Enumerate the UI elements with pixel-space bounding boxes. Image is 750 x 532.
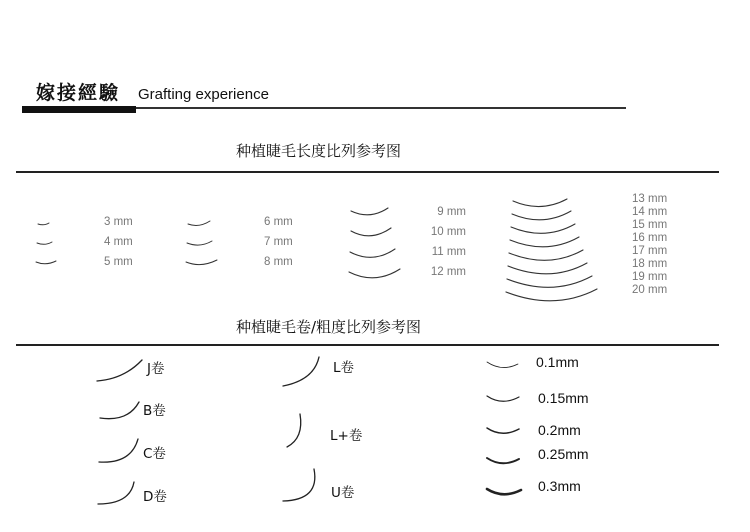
length-label: 16 mm — [632, 232, 668, 244]
thickness-0.15-lash — [487, 396, 519, 401]
thickness-0.2-lash — [487, 428, 519, 433]
length-label: 13 mm — [632, 193, 668, 205]
curl-label-j: J卷 — [147, 361, 165, 377]
curl-b-lash — [100, 402, 139, 419]
length-label: 19 mm — [632, 271, 668, 283]
curl-d-lash — [98, 482, 134, 504]
length-label: 11 mm — [431, 246, 466, 258]
thickness-label: 0.2mm — [538, 422, 581, 438]
length-label: 14 mm — [632, 206, 668, 218]
header-title-cn: 嫁接經驗 — [36, 82, 121, 104]
length-label: 3 mm — [104, 216, 133, 228]
thickness-0.3-lash — [487, 489, 521, 494]
thickness-label: 0.1mm — [536, 354, 579, 370]
header-title-en: Grafting experience — [138, 86, 269, 103]
curl-label-l: L卷 — [333, 360, 355, 376]
curl-label-lplus: L+卷 — [330, 428, 363, 444]
length-label: 12 mm — [430, 266, 466, 278]
length-label: 18 mm — [632, 258, 668, 270]
length-label: 20 mm — [632, 284, 668, 296]
length-label: 17 mm — [632, 245, 668, 257]
thickness-label: 0.25mm — [538, 446, 589, 462]
length-label: 6 mm — [264, 216, 293, 228]
length-label: 10 mm — [430, 226, 466, 238]
curl-section-title: 种植睫毛卷/粗度比列参考图 — [236, 318, 422, 336]
length-section-title: 种植睫毛长度比列参考图 — [236, 142, 402, 160]
thickness-label: 0.15mm — [538, 390, 589, 406]
curl-lplus-lash — [287, 414, 301, 447]
thickness-0.25-lash — [487, 458, 519, 463]
curl-label-c: C卷 — [143, 446, 166, 462]
thickness-0.1-lash — [487, 362, 518, 368]
curl-c-lash — [99, 439, 138, 462]
curl-label-b: B卷 — [143, 403, 166, 419]
length-label: 5 mm — [104, 256, 133, 268]
curl-u-lash — [283, 469, 315, 501]
length-label: 7 mm — [264, 236, 293, 248]
length-label: 15 mm — [632, 219, 668, 231]
thickness-label: 0.3mm — [538, 478, 581, 494]
curl-j-lash — [97, 360, 142, 381]
curl-label-u: U卷 — [331, 485, 355, 501]
curl-label-d: D卷 — [143, 489, 167, 505]
curl-l-lash — [283, 357, 319, 386]
length-label: 8 mm — [264, 256, 293, 268]
length-label: 4 mm — [104, 236, 133, 248]
length-label: 9 mm — [437, 206, 466, 218]
